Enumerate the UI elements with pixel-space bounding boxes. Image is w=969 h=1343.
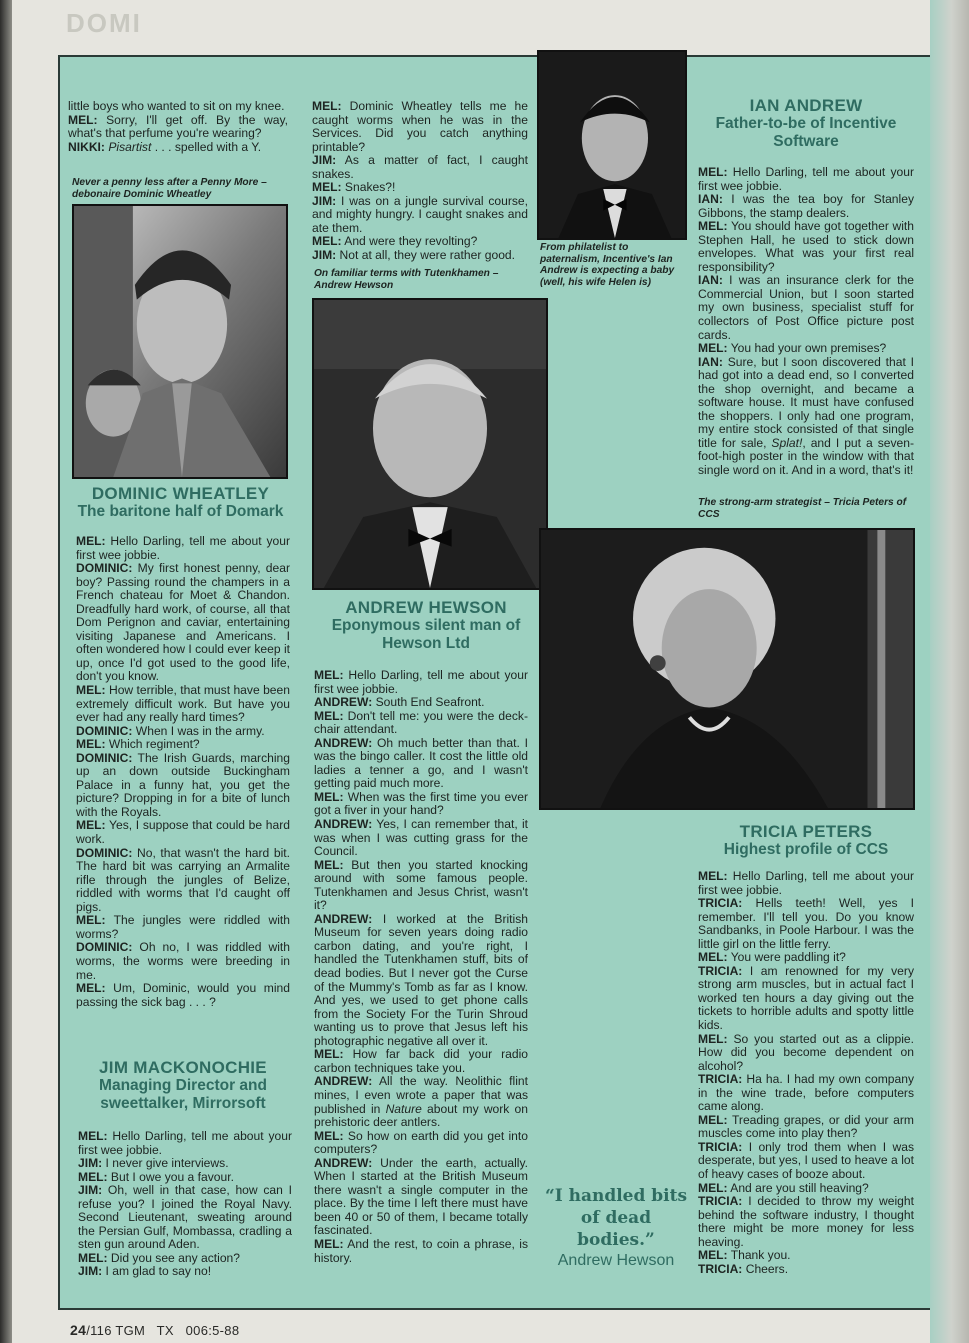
interview-line: MEL: Hello Darling, tell me about your first wee jobbie. <box>698 165 914 193</box>
interview-line: MEL: Don't tell me: you were the deck-chair attendant. <box>314 708 528 737</box>
interview-line: MEL: Hello Darling, tell me about your first wee jobbie. <box>78 1129 292 1157</box>
ian-name: IAN ANDREW <box>749 96 863 115</box>
page-right-edge <box>930 0 969 1343</box>
interview-line: DOMINIC: Oh no, I was riddled with worms, the worms were breeding in me. <box>76 940 290 982</box>
interview-line: MEL: When was the first time you ever got a fiver in your hand? <box>314 789 528 818</box>
interview-line: MEL: So how on earth did you get into computers? <box>314 1128 528 1157</box>
interview-line: JIM: I am glad to say no! <box>78 1264 212 1279</box>
interview-line: ANDREW: Yes, I can remember that, it was when I was cutting grass for the Council. <box>314 817 528 859</box>
dominic-interview <box>76 535 290 1009</box>
dominic-name: DOMINIC WHEATLEY <box>91 484 270 503</box>
footer-issue: /116 TGM TX 006:5-88 <box>86 1323 240 1338</box>
interview-line: MEL: How far back did your radio carbon techniques take you. <box>314 1047 528 1075</box>
interview-line: DOMINIC: When I was in the army. <box>76 723 265 738</box>
interview-line: MEL: Which regiment? <box>76 737 200 752</box>
tricia-photo-caption: The strong-arm strategist – Tricia Peters of CCS <box>698 497 907 520</box>
jim-heading <box>72 1058 294 1113</box>
tricia-interview <box>698 870 914 1276</box>
interview-line: JIM: I was on a jungle survival course, and mighty hungry. I caught snakes and ate them. <box>312 193 528 235</box>
dominic-wheatley-photo <box>72 204 288 479</box>
jim-lines <box>78 1130 292 1279</box>
andrew-name: ANDREW HEWSON <box>345 598 507 617</box>
interview-line: JIM: Oh, well in that case, how can I refuse you? I joined the Royal Navy. Second Lieutenant, sweating around the Persian Gulf, Mombassa, cradling a sten gun around Aden. <box>78 1183 292 1252</box>
interview-line: MEL: So you started out as a clippie. How did you become dependent on alcohol? <box>698 1031 914 1073</box>
jim-name: JIM MACKONOCHIE <box>99 1058 267 1077</box>
col1-lines <box>68 100 288 154</box>
interview-line: MEL: Yes, I suppose that could be hard work. <box>76 818 290 847</box>
ghost-header-text: DOMI <box>66 8 142 38</box>
jim-interview <box>78 1130 292 1279</box>
page-binding-shadow <box>0 0 12 1343</box>
dominic-desc: The baritone half of Domark <box>77 503 284 520</box>
interview-line: TRICIA: Ha ha. I had my own company in the wine trade, before computers came along. <box>698 1072 914 1114</box>
interview-line: MEL: Sorry, I'll get off. By the way, what's that perfume you're wearing? <box>68 112 288 141</box>
andrew-lines <box>314 669 528 1265</box>
interview-line: MEL: Snakes?! <box>312 180 396 195</box>
ian-desc: Father-to-be of Incentive Software <box>715 115 897 150</box>
andrew-desc: Eponymous silent man of Hewson Ltd <box>331 617 521 652</box>
interview-line: IAN: Sure, but I soon discovered that I had got into a dead end, so I converted the shop overnight, and became a software house. It must have confused the shoppers. I only had one program, my entire stock consisted of that single title for sale, Splat!, and I put a seven-foot-high poster in the window with that single word on it. And in a word, that's it! <box>698 354 914 478</box>
interview-line: MEL: You were paddling it? <box>698 950 846 965</box>
interview-line: ANDREW: South End Seafront. <box>314 695 485 710</box>
tricia-peters-photo <box>539 528 915 810</box>
interview-line: DOMINIC: My first honest penny, dear boy? Passing round the champers in a French chateau for Moet & Chandon. Dreadfully hard work, of course, all that Dom Perignon and caviar, entertaining visiting Japanese and Americans. I often wondered how I could ever keep it up, once I'd got used to the good life, don't you know. <box>76 561 290 684</box>
pull-quote <box>540 1185 692 1271</box>
andrew-hewson-photo <box>312 298 548 590</box>
interview-line: JIM: Not at all, they were rather good. <box>312 248 516 263</box>
interview-line: TRICIA: I decided to throw my weight behind the software industry, I thought there might be more money for less heaving. <box>698 1194 914 1249</box>
interview-line: MEL: Thank you. <box>698 1248 791 1263</box>
interview-line: little boys who wanted to sit on my knee. <box>68 99 285 113</box>
tricia-desc: Highest profile of CCS <box>723 841 889 858</box>
interview-line: TRICIA: I only trod them when I was desperate, but yes, I used to heave a lot of heavy cases of booze about. <box>698 1139 914 1182</box>
interview-line: ANDREW: All the way. Neolithic flint mines, I even wrote a paper that was published in Nature about my work on prehistoric deer antlers. <box>314 1074 528 1130</box>
ian-andrew-photo <box>537 50 687 240</box>
interview-line: MEL: Did you see any action? <box>78 1250 241 1265</box>
ian-heading <box>700 96 912 151</box>
tricia-heading <box>700 822 912 859</box>
andrew-photo-caption: On familiar terms with Tutenkhamen – Andrew Hewson <box>314 268 499 291</box>
tricia-name: TRICIA PETERS <box>739 822 873 841</box>
page-number: 24 <box>70 1322 87 1338</box>
interview-line: MEL: And the rest, to coin a phrase, is history. <box>314 1236 528 1265</box>
dominic-photo-caption: Never a penny less after a Penny More – debonaire Dominic Wheatley <box>72 177 267 200</box>
interview-line: MEL: Hello Darling, tell me about your first wee jobbie. <box>76 534 290 562</box>
page-footer <box>70 1322 239 1338</box>
pull-quote-author: Andrew Hewson <box>557 1252 675 1269</box>
interview-line: MEL: But I owe you a favour. <box>78 1169 234 1184</box>
ian-lines <box>698 166 914 478</box>
ian-interview <box>698 166 914 478</box>
interview-line: MEL: You had your own premises? <box>698 341 887 356</box>
interview-line: MEL: But then you started knocking around with some famous people. Tutenkhamen and Jesus Christ, wasn't it? <box>314 857 528 913</box>
andrew-interview <box>314 669 528 1265</box>
interview-line: DOMINIC: The Irish Guards, marching up an down outside Buckingham Palace in a funny hat, you get the picture? Dropping in for a bite of lunch with the Royals. <box>76 750 290 819</box>
interview-line: JIM: As a matter of fact, I caught snakes. <box>312 153 528 181</box>
interview-line: ANDREW: Under the earth, actually. When I started at the British Museum there wasn't a single computer in the place. By the time I left there must have been 40 or 50 of them, I became totally fascinated. <box>314 1155 528 1238</box>
interview-line: TRICIA: Hells teeth! Well, yes I remember. I'll tell you. Do you know Sandbanks, in Poole Harbour. I was the little girl on the little ferry. <box>698 896 914 951</box>
interview-line: MEL: The jungles were riddled with worms? <box>76 913 290 941</box>
interview-line: MEL: Dominic Wheatley tells me he caught worms when he was in the Services. Did you catch anything printable? <box>312 99 528 154</box>
interview-line: IAN: I was an insurance clerk for the Commercial Union, but I soon started my own business, specialist stuff for collectors of Post Office picture post cards. <box>698 273 914 342</box>
interview-line: DOMINIC: No, that wasn't the hard bit. The hard bit was carrying an Armalite rifle through the jungles of Belize, riddled with worms that I'd caught off pigs. <box>76 845 290 914</box>
andrew-heading <box>310 598 542 653</box>
jim-desc: Managing Director and sweettalker, Mirrorsoft <box>99 1077 267 1112</box>
interview-line: JIM: I never give interviews. <box>78 1156 229 1171</box>
col2-lines <box>312 100 528 263</box>
interview-line: NIKKI: Pisartist . . . spelled with a Y. <box>68 139 262 154</box>
tricia-lines <box>698 870 914 1276</box>
interview-line: MEL: And are you still heaving? <box>698 1180 869 1195</box>
col2-top-text <box>312 100 528 263</box>
ian-photo-caption: From philatelist to paternalism, Incentive's Ian Andrew is expecting a baby (well, his wife Helen is) <box>540 242 675 288</box>
interview-line: MEL: And were they revolting? <box>312 234 478 249</box>
interview-line: MEL: You should have got together with Stephen Hall, he used to stick down envelopes. What was your first real responsibility? <box>698 219 914 274</box>
interview-line: MEL: Um, Dominic, would you mind passing the sick bag . . . ? <box>76 981 290 1009</box>
interview-line: ANDREW: I worked at the British Museum for seven years doing radio carbon dating, and you're right, I handled the Tutenkhamen stuff, bits of dead bodies. But I never got the Curse of the Mummy's Tomb as far as I know. And yes, we used to get phone calls from the Society For the Turin Shroud wanting us to prove that Jesus left his photographic negative all over it. <box>314 911 528 1048</box>
interview-line: MEL: Hello Darling, tell me about your first wee jobbie. <box>314 668 528 696</box>
interview-line: IAN: I was the tea boy for Stanley Gibbons, the stamp dealers. <box>698 192 914 220</box>
interview-line: ANDREW: Oh much better than that. I was the bingo caller. It cost the little old ladies a tenner a go, and I wasn't getting paid much more. <box>314 735 528 791</box>
pull-quote-text: “I handled bits of dead bodies.” <box>544 1186 688 1250</box>
interview-line: MEL: Hello Darling, tell me about your first wee jobbie. <box>698 869 914 897</box>
interview-line: TRICIA: I am renowned for my very strong arm muscles, but in actual fact I worked ten hours a day giving out the tickets to horrible adults and spotty little kids. <box>698 963 914 1033</box>
dominic-lines <box>76 535 290 1009</box>
dominic-heading <box>68 484 293 521</box>
interview-line: MEL: How terrible, that must have been extremely difficult work. But have you ever had any really hard times? <box>76 683 290 725</box>
interview-line: TRICIA: Cheers. <box>698 1261 789 1276</box>
col1-top-text <box>68 100 288 154</box>
interview-line: MEL: Treading grapes, or did your arm muscles come into play then? <box>698 1112 914 1141</box>
